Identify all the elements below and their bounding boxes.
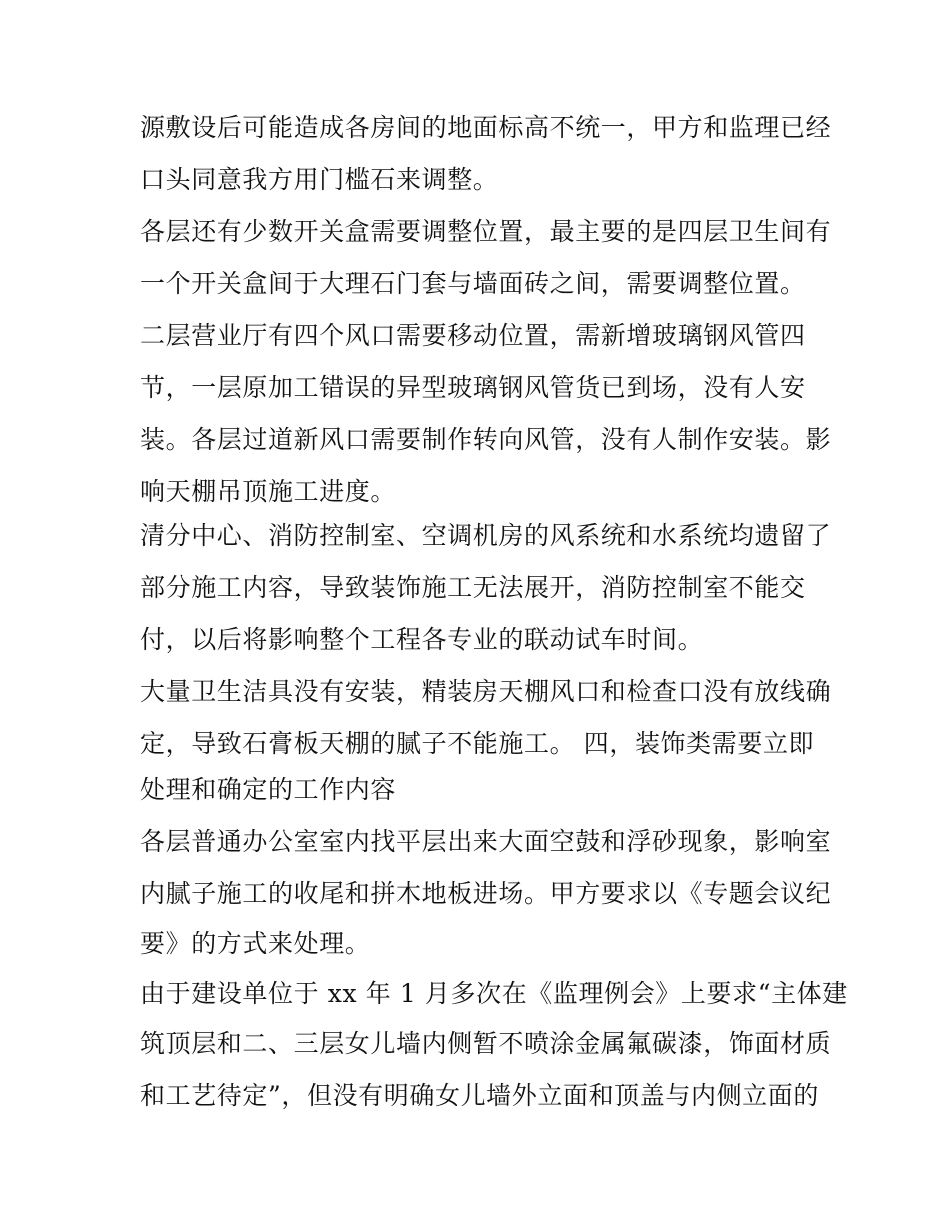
- text-line: 二层营业厅有四个风口需要移动位置，需新增玻璃钢风管四: [140, 321, 806, 350]
- text-line: 部分施工内容，导致装饰施工无法展开，消防控制室不能交: [140, 573, 806, 602]
- text-line: 口头同意我方用门槛石来调整。: [140, 165, 499, 194]
- text-line: 筑顶层和二、三层女儿墙内侧暂不喷涂金属氟碳漆，饰面材质: [140, 1029, 832, 1058]
- text-line: 和工艺待定”，但没有明确女儿墙外立面和顶盖与内侧立面的: [140, 1081, 819, 1110]
- text-line: 付，以后将影响整个工程各专业的联动试车时间。: [140, 625, 704, 654]
- text-line: 由于建设单位于 xx 年 1 月多次在《监理例会》上要求“主体建: [140, 979, 848, 1008]
- text-line: 各层还有少数开关盒需要调整位置，最主要的是四层卫生间有: [140, 217, 832, 246]
- text-line: 一个开关盒间于大理石门套与墙面砖之间，需要调整位置。: [140, 269, 806, 298]
- text-line: 装。各层过道新风口需要制作转向风管，没有人制作安装。影: [140, 425, 832, 454]
- text-line: 各层普通办公室室内找平层出来大面空鼓和浮砂现象，影响室: [140, 827, 832, 856]
- text-line: 定，导致石膏板天棚的腻子不能施工。 四，装饰类需要立即: [140, 729, 815, 758]
- text-line: 清分中心、消防控制室、空调机房的风系统和水系统均遗留了: [140, 521, 832, 550]
- text-line: 要》的方式来处理。: [140, 929, 371, 958]
- text-line: 源敷设后可能造成各房间的地面标高不统一，甲方和监理已经: [140, 113, 832, 142]
- text-line: 响天棚吊顶施工进度。: [140, 477, 397, 506]
- text-line: 内腻子施工的收尾和拼木地板进场。甲方要求以《专题会议纪: [140, 879, 832, 908]
- text-line: 处理和确定的工作内容: [140, 775, 397, 804]
- text-line: 节，一层原加工错误的异型玻璃钢风管货已到场，没有人安: [140, 373, 806, 402]
- text-line: 大量卫生洁具没有安装，精装房天棚风口和检查口没有放线确: [140, 677, 832, 706]
